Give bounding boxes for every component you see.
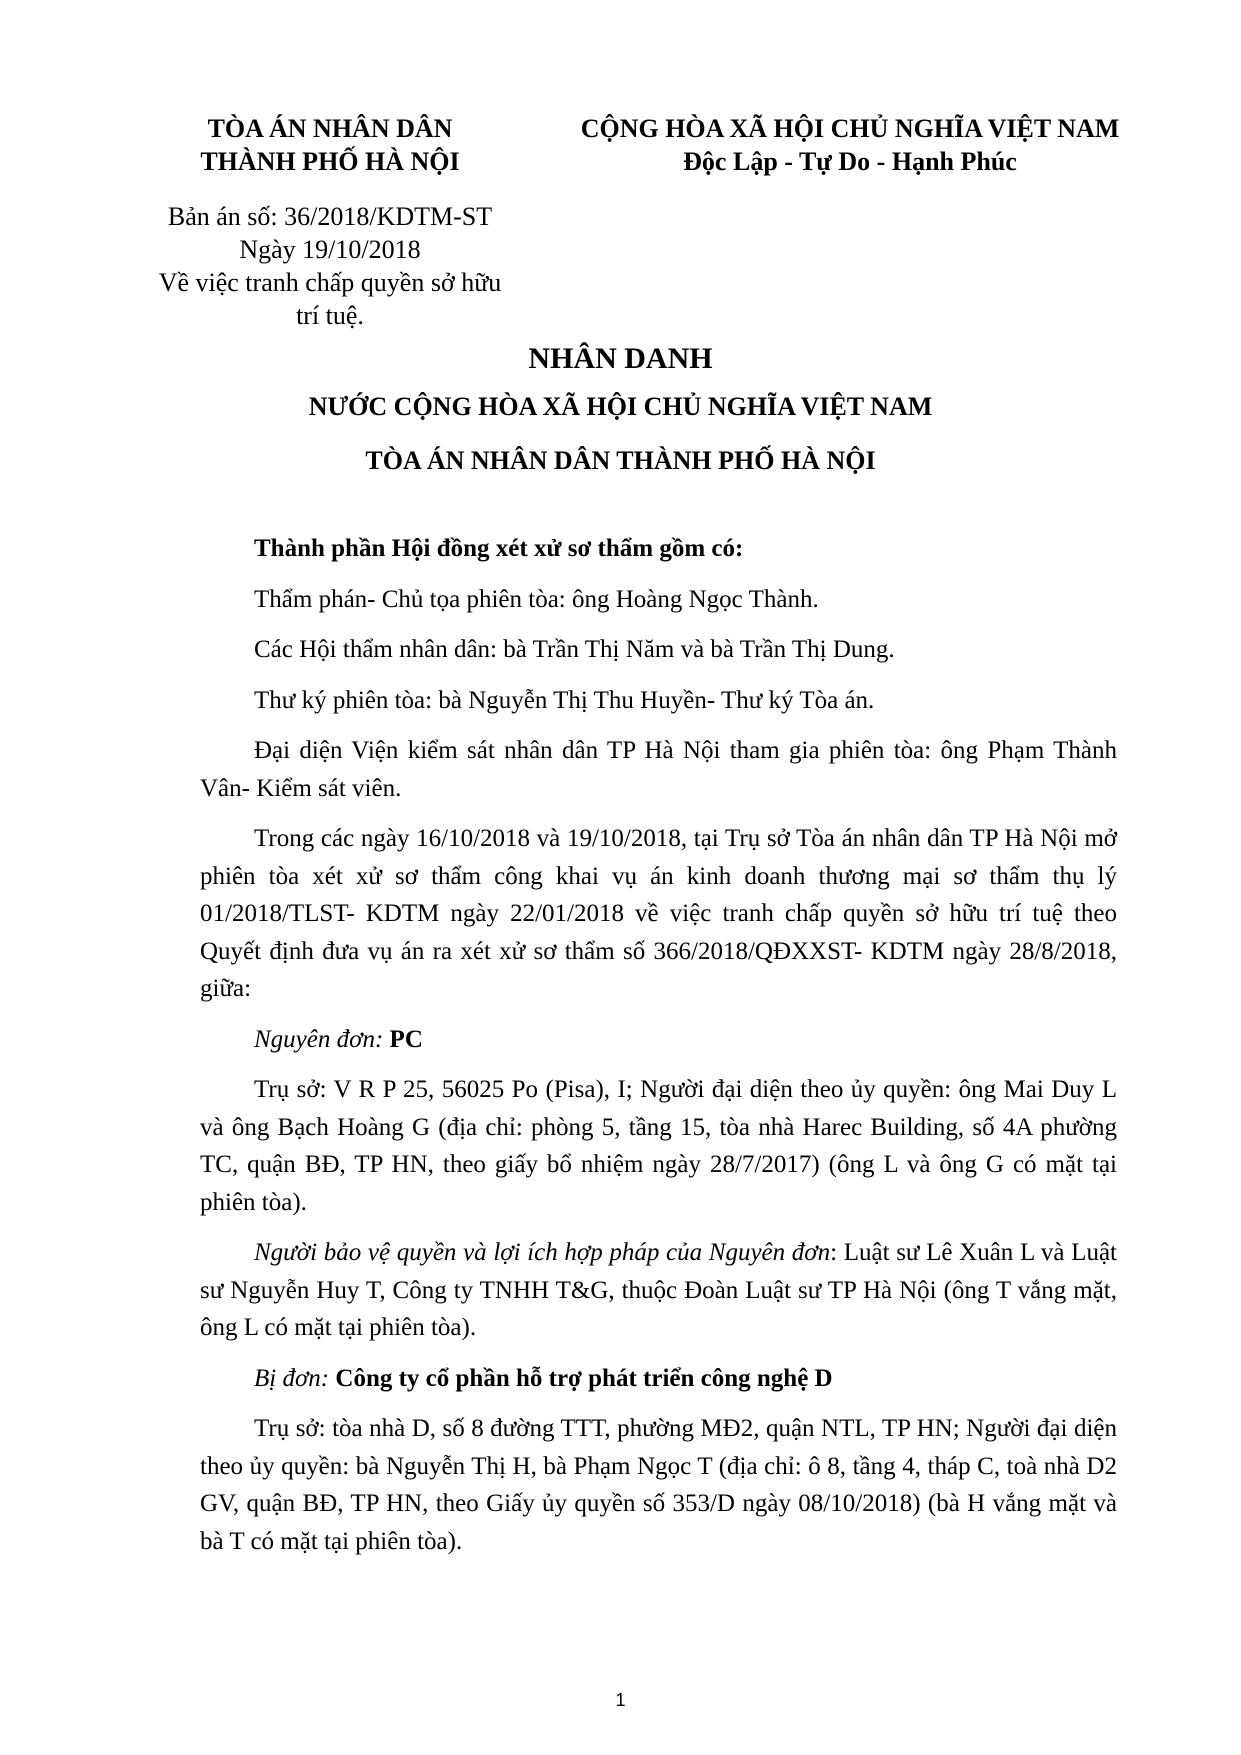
court-name-line1: TÒA ÁN NHÂN DÂN	[207, 114, 453, 143]
case-date: Ngày 19/10/2018	[239, 235, 421, 264]
national-header	[550, 112, 1150, 178]
plaintiff-label: Nguyên đơn:	[254, 1025, 384, 1053]
defendant-paragraph	[200, 1360, 1117, 1398]
plaintiff-address-paragraph: Trụ sở: V R P 25, 56025 Po (Pisa), I; Người đại diện theo ủy quyền: ông Mai Duy L và ông Bạch Hoàng G (địa chỉ: phòng 5, tầng 15, tòa nhà Harec Building, số 4A phường TC, quận BĐ, TP HN, theo giấy bổ nhiệm ngày 28/7/2017) (ông L và ông G có mặt tại phiên tòa).	[200, 1076, 1117, 1216]
case-number: Bản án số: 36/2018/KDTM-ST	[167, 202, 493, 231]
court-name-line2: THÀNH PHỐ HÀ NỘI	[200, 147, 460, 176]
protector-label: Người bảo vệ quyền và lợi ích hợp pháp của Nguyên đơn	[254, 1239, 831, 1266]
trial-paragraph: Trong các ngày 16/10/2018 và 19/10/2018, tại Trụ sở Tòa án nhân dân TP Hà Nội mở phiên tòa xét xử sơ thẩm công khai vụ án kinh doanh thương mại sơ thẩm thụ lý 01/2018/TLST- KDTM ngày 22/01/2018 về việc tranh chấp quyền sở hữu trí tuệ theo Quyết định đưa vụ án ra xét xử sơ thẩm số 366/2018/QĐXXST- KDTM ngày 28/8/2018, giữa:	[200, 825, 1117, 1002]
defendant-name: Công ty cổ phần hỗ trợ phát triển công nghệ D	[335, 1364, 833, 1392]
clerk-paragraph: Thư ký phiên tòa: bà Nguyễn Thị Thu Huyền- Thư ký Tòa án.	[254, 686, 875, 714]
case-info	[110, 200, 550, 332]
case-subject-line1: Về việc tranh chấp quyền sở hữu	[158, 268, 502, 297]
panel-heading: Thành phần Hội đồng xét xử sơ thẩm gồm có:	[254, 535, 744, 562]
page-number: 1	[615, 1690, 626, 1710]
national-motto: Độc Lập - Tự Do - Hạnh Phúc	[683, 147, 1017, 176]
procurator-paragraph: Đại diện Viện kiểm sát nhân dân TP Hà Nội tham gia phiên tòa: ông Phạm Thành Vân- Kiểm sát viên.	[200, 737, 1117, 802]
assessors-paragraph: Các Hội thẩm nhân dân: bà Trần Thị Năm và bà Trần Thị Dung.	[254, 636, 895, 663]
defendant-label: Bị đơn:	[254, 1364, 330, 1392]
plaintiff-name: PC	[389, 1025, 423, 1053]
title-republic: NƯỚC CỘNG HÒA XÃ HỘI CHỦ NGHĨA VIỆT NAM	[308, 392, 933, 421]
case-subject-line2: trí tuệ.	[296, 301, 364, 330]
court-header	[140, 112, 520, 178]
protector-paragraph	[200, 1234, 1117, 1347]
title-court: TÒA ÁN NHÂN DÂN THÀNH PHỐ HÀ NỘI	[365, 446, 876, 475]
national-name: CỘNG HÒA XÃ HỘI CHỦ NGHĨA VIỆT NAM	[580, 114, 1120, 143]
protector-text: : Luật sư Lê Xuân L và Luật sư Nguyễn Huy T, Công ty TNHH T&G, thuộc Đoàn Luật sư TP Hà Nội (ông T vắng mặt, ông L có mặt tại phiên tòa).	[200, 1239, 1117, 1341]
plaintiff-paragraph	[200, 1021, 1117, 1059]
title-in-the-name: NHÂN DANH	[528, 342, 713, 375]
defendant-address-paragraph: Trụ sở: tòa nhà D, số 8 đường TTT, phường MĐ2, quận NTL, TP HN; Người đại diện theo ủy quyền: bà Nguyễn Thị H, bà Phạm Ngọc T (địa chỉ: ô 8, tầng 4, tháp C, toà nhà D2 GV, quận BĐ, TP HN, theo Giấy ủy quyền số 353/D ngày 08/10/2018) (bà H vắng mặt và bà T có mặt tại phiên tòa).	[200, 1415, 1117, 1555]
judge-paragraph: Thẩm phán- Chủ tọa phiên tòa: ông Hoàng Ngọc Thành.	[254, 585, 819, 613]
judgment-body	[200, 530, 1117, 1573]
